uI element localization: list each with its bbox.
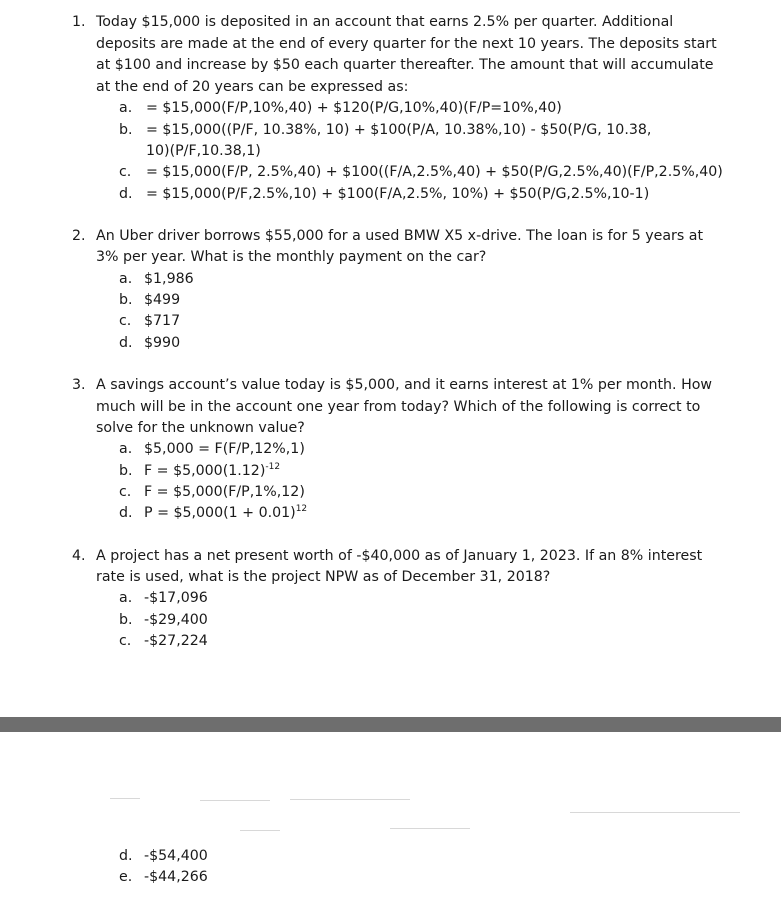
question-text-line: much will be in the account one year from today? Which of the following is correct to — [96, 399, 701, 415]
option-text-continued: 10)(P/F,10.38,1) — [146, 143, 261, 159]
question-text-line: A savings account’s value today is $5,000, and it earns interest at 1% per month. How — [96, 377, 713, 393]
option-text: = $15,000(P/F,2.5%,10) + $100(F/A,2.5%, 10%) + $50(P/G,2.5%,10-1) — [146, 186, 650, 202]
question-number: 4. — [72, 548, 86, 564]
question-text-line: solve for the unknown value? — [96, 420, 305, 436]
option-letter: d. — [119, 505, 133, 521]
option-text: = $15,000(F/P, 2.5%,40) + $100((F/A,2.5%,40) + $50(P/G,2.5%,40)(F/P,2.5%,40) — [146, 164, 723, 180]
option-letter: a. — [119, 271, 133, 287]
option-text: -$54,400 — [144, 848, 208, 864]
option-letter: b. — [119, 612, 133, 628]
option-letter: d. — [119, 186, 133, 202]
question-text-line: deposits are made at the end of every quarter for the next 10 years. The deposits start — [96, 36, 717, 52]
option-text-main: F = $5,000(1.12) — [144, 463, 266, 479]
option-text — [144, 505, 307, 521]
option-letter: d. — [119, 848, 133, 864]
option-letter: b. — [119, 122, 133, 138]
option-letter: c. — [119, 164, 132, 180]
page-break-bar — [0, 717, 781, 732]
question-text-line: at $100 and increase by $50 each quarter thereafter. The amount that will accumulate — [96, 57, 714, 73]
question-text-line: 3% per year. What is the monthly payment on the car? — [96, 249, 487, 265]
question-number: 2. — [72, 228, 86, 244]
option-text: -$44,266 — [144, 869, 208, 885]
option-text: = $15,000((P/F, 10.38%, 10) + $100(P/A, 10.38%,10) - $50(P/G, 10.38, — [146, 122, 652, 138]
option-letter: e. — [119, 869, 133, 885]
option-text: -$29,400 — [144, 612, 208, 628]
option-letter: a. — [119, 100, 133, 116]
option-text: $1,986 — [144, 271, 194, 287]
option-text-main: P = $5,000(1 + 0.01) — [144, 505, 296, 521]
exponent: 12 — [295, 504, 308, 514]
question-text-line: at the end of 20 years can be expressed as: — [96, 79, 409, 95]
option-text — [144, 463, 280, 479]
option-text: $717 — [144, 313, 181, 329]
scan-artifacts — [50, 790, 740, 830]
question-text-line: A project has a net present worth of -$40,000 as of January 1, 2023. If an 8% interest — [96, 548, 703, 564]
exponent: -12 — [265, 462, 281, 472]
option-text: $5,000 = F(F/P,12%,1) — [144, 441, 305, 457]
option-letter: a. — [119, 441, 133, 457]
option-letter: a. — [119, 590, 133, 606]
option-letter: b. — [119, 292, 133, 308]
question-number: 1. — [72, 14, 86, 30]
option-text: $990 — [144, 335, 181, 351]
option-text: $499 — [144, 292, 181, 308]
option-letter: c. — [119, 484, 132, 500]
option-letter: b. — [119, 463, 133, 479]
option-text: = $15,000(F/P,10%,40) + $120(P/G,10%,40)(F/P=10%,40) — [146, 100, 562, 116]
question-text-line: Today $15,000 is deposited in an account that earns 2.5% per quarter. Additional — [96, 14, 674, 30]
option-letter: c. — [119, 313, 132, 329]
option-text: F = $5,000(F/P,1%,12) — [144, 484, 305, 500]
question-text-line: An Uber driver borrows $55,000 for a used BMW X5 x-drive. The loan is for 5 years at — [96, 228, 704, 244]
option-letter: c. — [119, 633, 132, 649]
option-text: -$27,224 — [144, 633, 208, 649]
question-text-line: rate is used, what is the project NPW as of December 31, 2018? — [96, 569, 551, 585]
question-number: 3. — [72, 377, 86, 393]
option-text: -$17,096 — [144, 590, 208, 606]
option-letter: d. — [119, 335, 133, 351]
